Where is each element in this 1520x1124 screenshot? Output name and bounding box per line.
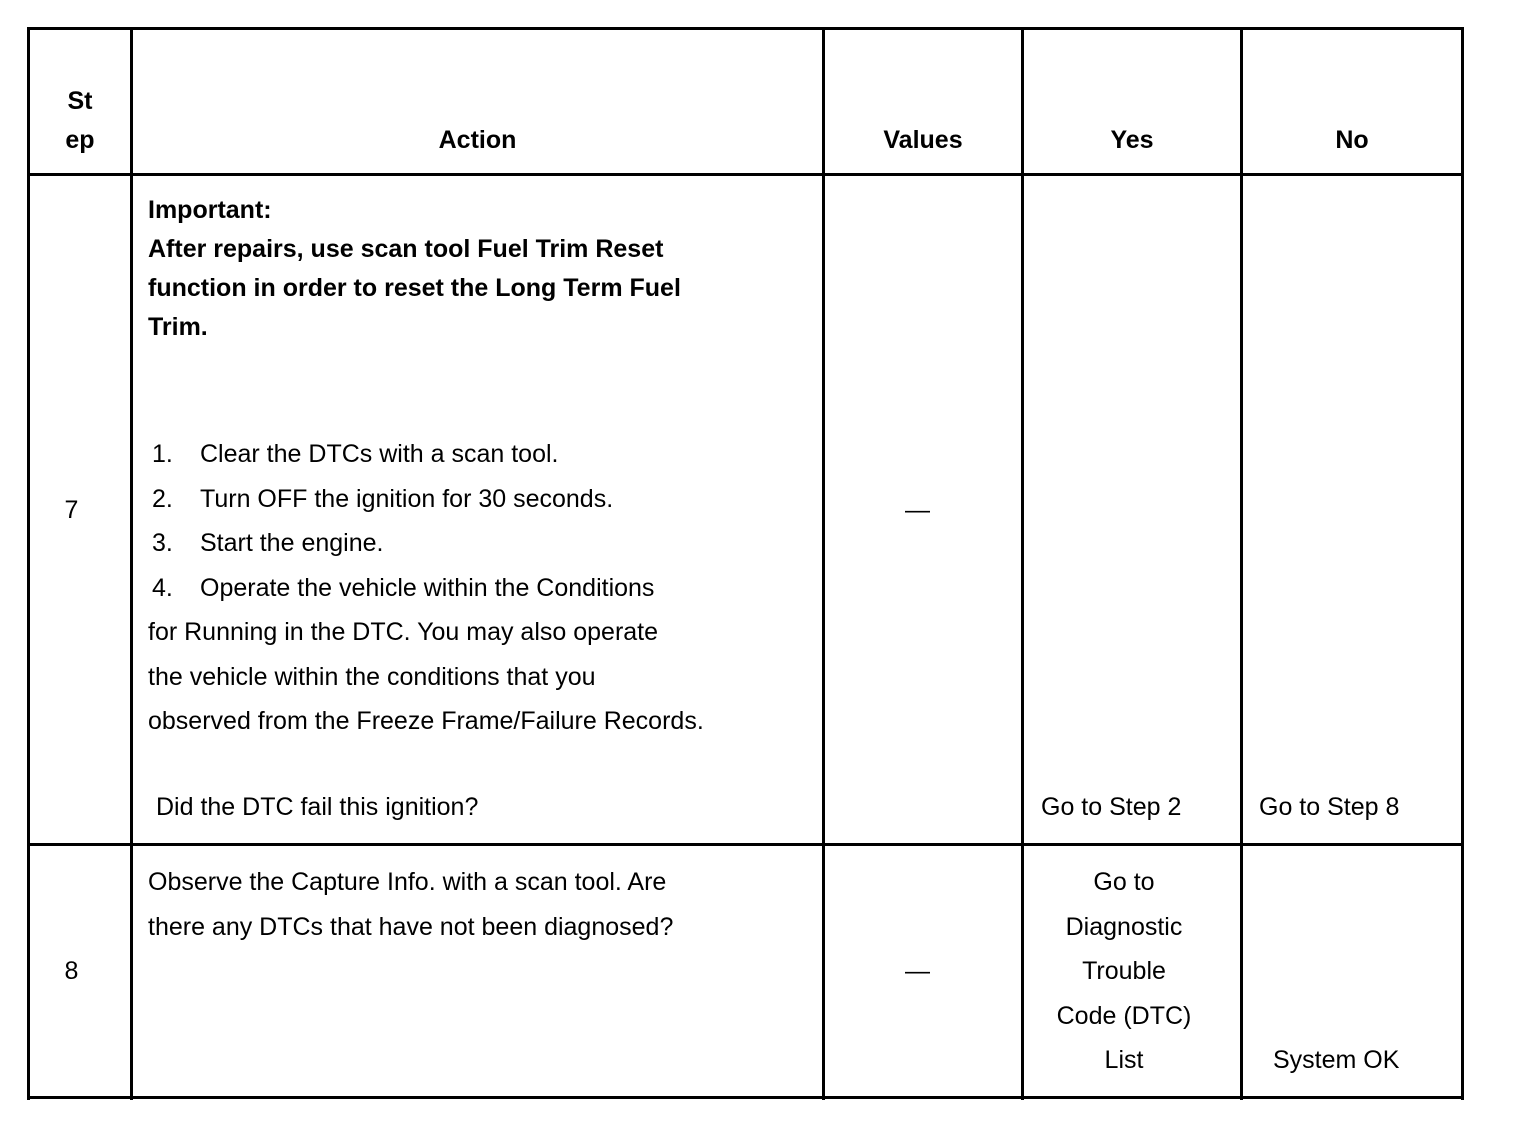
header-step — [30, 82, 130, 160]
row-divider — [27, 843, 1464, 846]
list-item — [148, 521, 816, 566]
table-left-border — [27, 27, 30, 1100]
header-action: Action — [438, 126, 517, 154]
table-right-border — [1461, 27, 1464, 1100]
list-item — [148, 477, 816, 522]
list-item-text: Operate the vehicle within the Conditions — [200, 573, 655, 602]
important-line: After repairs, use scan tool Fuel Trim Reset — [148, 235, 664, 263]
list-item — [148, 432, 816, 477]
table-top-border — [27, 27, 1464, 30]
table-bottom-border — [27, 1096, 1464, 1099]
header-values: Values — [883, 126, 963, 154]
important-line: function in order to reset the Long Term Fuel — [148, 274, 681, 302]
list-item — [148, 566, 816, 611]
row8-yes — [1024, 860, 1224, 1083]
header-no: No — [1335, 126, 1369, 154]
row7-yes: Go to Step 2 — [1041, 793, 1182, 821]
row7-step-number: 7 — [64, 496, 79, 524]
list-item-number: 3. — [152, 529, 173, 557]
list-item-number: 4. — [152, 573, 173, 602]
yes-line: Go to — [1093, 868, 1155, 896]
list-item-text: Start the engine. — [200, 529, 384, 557]
list-item-text: Clear the DTCs with a scan tool. — [200, 440, 559, 468]
action-line: Observe the Capture Info. with a scan tool. Are — [148, 868, 667, 896]
continuation-line: the vehicle within the conditions that you — [148, 662, 596, 691]
row8-action — [148, 860, 816, 949]
header-step-line1: St — [67, 87, 93, 115]
row7-procedure-list — [148, 432, 816, 744]
yes-line: Diagnostic — [1065, 912, 1183, 941]
row7-important-note — [148, 191, 808, 347]
header-bottom-border — [27, 173, 1464, 176]
yes-line: Code (DTC) — [1056, 1001, 1192, 1030]
list-item-text: Turn OFF the ignition for 30 seconds. — [200, 484, 614, 513]
row7-values: — — [905, 496, 930, 524]
column-divider-step — [130, 27, 133, 1100]
yes-line: List — [1104, 1046, 1144, 1074]
important-label: Important: — [148, 196, 272, 224]
header-yes: Yes — [1110, 126, 1154, 154]
yes-line: Trouble — [1082, 957, 1166, 985]
continuation-line: observed from the Freeze Frame/Failure Records. — [148, 707, 704, 735]
row7-no: Go to Step 8 — [1259, 793, 1400, 821]
list-item-number: 2. — [152, 484, 173, 513]
important-line: Trim. — [148, 313, 208, 341]
row8-step-number: 8 — [64, 957, 79, 985]
continuation-line: for Running in the DTC. You may also operate — [148, 618, 659, 646]
header-step-line2: ep — [65, 126, 95, 154]
row8-no: System OK — [1273, 1046, 1400, 1074]
column-divider-yes — [1240, 27, 1243, 1100]
list-item-number: 1. — [152, 440, 173, 468]
action-line: there any DTCs that have not been diagnosed? — [148, 912, 674, 941]
row7-question: Did the DTC fail this ignition? — [156, 793, 479, 821]
column-divider-action — [822, 27, 825, 1100]
row8-values: — — [905, 957, 930, 985]
